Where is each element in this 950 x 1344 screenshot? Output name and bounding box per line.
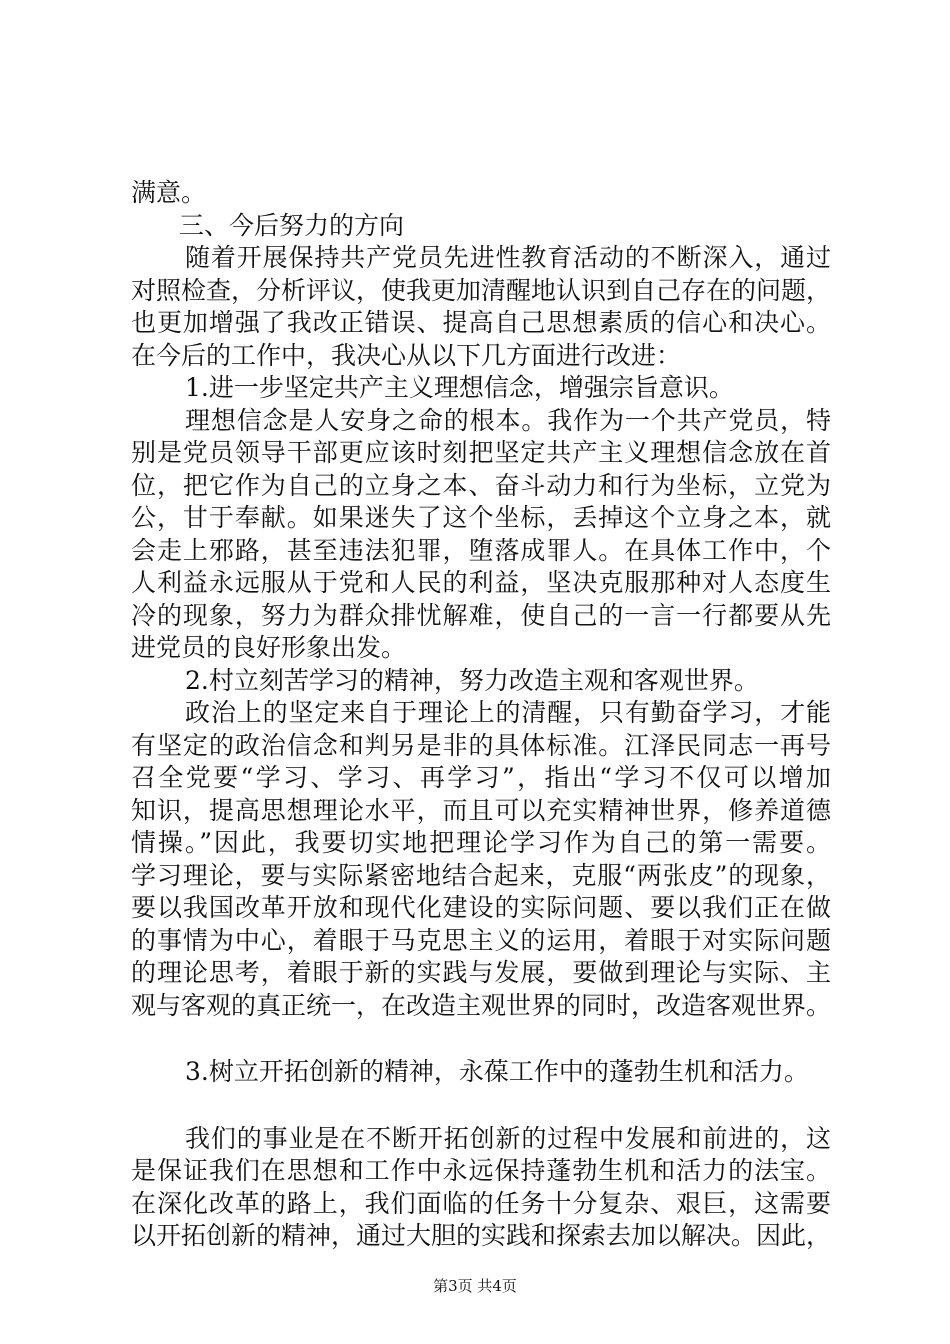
text-line: 观与客观的真正统一，在改造主观世界的同时，改造客观世界。 [131, 990, 831, 1020]
text-line: 在深化改革的路上，我们面临的任务十分复杂、艰巨，这需要 [131, 1188, 831, 1218]
text-line: 学习理论，要与实际紧密地结合起来，克服“两张皮”的现象， [131, 860, 831, 890]
text-line: 的理论思考，着眼于新的实践与发展，要做到理论与实际、主 [131, 958, 831, 987]
text-line: 政治上的坚定来自于理论上的清醒，只有勤奋学习，才能 [185, 698, 831, 727]
text-line: 满意。 [131, 178, 207, 207]
text-line: 对照检查，分析评议，使我更加清醒地认识到自己存在的问题， [131, 275, 831, 305]
document-body [131, 177, 831, 1253]
subsection-heading: 2.村立刻苦学习的精神，努力改造主观和客观世界。 [185, 665, 759, 695]
text-line: 位，把它作为自己的立身之本、奋斗动力和行为坐标，立党为 [131, 470, 831, 500]
page-footer [0, 1275, 950, 1296]
text-line: 理想信念是人安身之命的根本。我作为一个共产党员，特 [185, 405, 831, 435]
text-line: 会走上邪路，甚至违法犯罪，堕落成罪人。在具体工作中，个 [131, 535, 831, 565]
text-line: 情操。”因此，我要切实地把理论学习作为自己的第一需要。 [131, 828, 831, 857]
text-line: 我们的事业是在不断开拓创新的过程中发展和前进的，这 [185, 1123, 831, 1153]
paragraph-gap [131, 1022, 831, 1056]
section-heading: 三、今后努力的方向 [179, 210, 405, 240]
paragraph-gap [131, 1089, 831, 1123]
text-line: 要以我国改革开放和现代化建设的实际问题、要以我们正在做 [131, 893, 831, 922]
text-line: 的事情为中心，着眼于马克思主义的运用，着眼于对实际问题 [131, 925, 831, 955]
text-line: 知识，提高思想理论水平，而且可以充实精神世界，修养道德 [131, 795, 831, 825]
text-line: 公，甘于奉献。如果迷失了这个坐标，丢掉这个立身之本，就 [131, 503, 831, 532]
subsection-heading: 3.树立开拓创新的精神，永葆工作中的蓬勃生机和活力。 [185, 1057, 809, 1086]
text-line: 人利益永远服从于党和人民的利益，坚决克服那种对人态度生 [131, 568, 831, 597]
text-line: 也更加增强了我改正错误、提高自己思想素质的信心和决心。 [131, 308, 831, 337]
text-line: 是保证我们在思想和工作中永远保持蓬勃生机和活力的法宝。 [131, 1156, 831, 1185]
text-line: 召全党要“学习、学习、再学习”，指出“学习不仅可以增加 [131, 763, 831, 792]
subsection-heading: 1.进一步坚定共产主义理想信念，增强宗旨意识。 [185, 373, 734, 402]
text-line: 进党员的良好形象出发。 [131, 633, 407, 662]
page-number: 第3页 共4页 [433, 1277, 517, 1295]
text-line: 随着开展保持共产党员先进性教育活动的不断深入，通过 [185, 243, 831, 272]
text-line: 以开拓创新的精神，通过大胆的实践和探索去加以解决。因此， [131, 1221, 831, 1250]
text-line: 别是党员领导干部更应该时刻把坚定共产主义理想信念放在首 [131, 438, 831, 467]
text-line: 冷的现象，努力为群众排忧解难，使自己的一言一行都要从先 [131, 600, 831, 630]
text-line: 在今后的工作中，我决心从以下几方面进行改进： [131, 340, 682, 370]
text-line: 有坚定的政治信念和判另是非的具体标准。江泽民同志一再号 [131, 730, 831, 760]
